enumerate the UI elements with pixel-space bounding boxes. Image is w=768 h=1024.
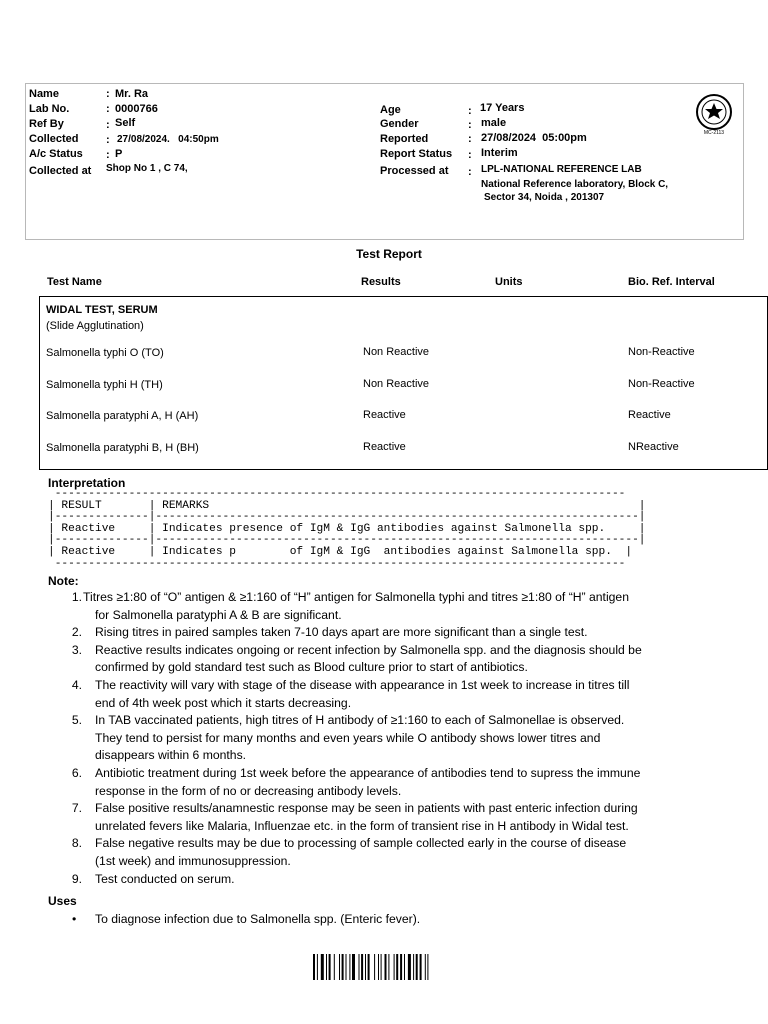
processedat-label: Processed at [380,165,449,177]
note-text [82,800,638,835]
note-number: 2. [71,625,82,640]
note-text [82,642,642,677]
interpretation-table [48,489,660,570]
note-line: (1st week) and immunosuppression. [95,853,291,868]
gender-label: Gender [380,118,419,130]
note-item [60,871,750,889]
acstatus-label: A/c Status [29,148,83,160]
barcode-bar [339,954,340,980]
interpretation-line: | Reactive | Indicates p of IgM & IgG antibodies against Salmonella spp. | [48,545,633,558]
ref-by: Self [115,117,136,129]
note-number: 7. [71,801,82,816]
note-line: unrelated fevers like Malaria, Influenzae etc. in the form of transient rise in H antibody in Widal test. [95,818,629,833]
accreditation-logo [692,92,736,138]
note-item [60,712,750,765]
note-list [60,589,750,888]
processed-at-line3: Sector 34, Noida , 201307 [484,192,605,203]
row-test-name: Salmonella paratyphi B, H (BH) [46,442,199,454]
name-label: Name [29,88,59,100]
note-text [82,835,626,870]
colon: : [468,166,472,178]
colon: : [468,133,472,145]
row-test-name: Salmonella typhi H (TH) [46,379,163,391]
note-number: 3. [71,642,82,657]
note-line: The reactivity will vary with stage of the disease with appearance in 1st week to increase in titres till [95,677,630,692]
note-line: Test conducted on serum. [95,871,235,886]
col-results: Results [361,276,401,288]
uses-bullet: • [72,912,77,926]
test-name: WIDAL TEST, SERUM [46,304,158,316]
row-result: Non Reactive [363,346,430,358]
note-line: In TAB vaccinated patients, high titres of H antibody of ≥1:160 to each of Salmonellae is observed. [95,713,625,728]
col-units: Units [495,276,523,288]
barcode-bar [359,954,360,980]
interpretation-line: | RESULT | REMARKS | [48,499,646,512]
interpretation-line: |--------------|------------------------------------------------------------------------| [48,534,646,547]
collectedat-label: Collected at [29,165,92,177]
interpretation-line: ------------------------------------------------------------------------------------- [48,489,626,500]
barcode-bar [416,954,418,980]
note-line: Titres ≥1:80 of “O” antigen & ≥1:160 of “H” antigen for Salmonella typhi and titres ≥1:80 of “H” antigen [83,590,629,604]
ac-status: P [115,148,123,160]
barcode-bar [326,954,327,980]
note-line: Rising titres in paired samples taken 7-10 days apart are more significant than a single test. [95,625,588,640]
barcode-bar [321,954,324,980]
barcode-bar [408,954,411,980]
note-number: 1. [71,590,82,604]
note-number: 6. [71,765,82,780]
barcode-icon [313,954,467,980]
note-item [60,765,750,800]
note-item [60,800,750,835]
barcode-bar [427,954,428,980]
col-test-name: Test Name [47,276,102,288]
note-number: 4. [71,677,82,692]
note-line: False negative results may be due to processing of sample collected early in the course of disease [95,836,627,851]
note-text [82,589,629,624]
col-ref-interval: Bio. Ref. Interval [628,276,715,288]
colon: : [106,134,110,146]
note-item [60,835,750,870]
note-text [82,871,235,889]
age-label: Age [380,104,401,116]
row-test-name: Salmonella typhi O (TO) [46,347,164,359]
uses-item: To diagnose infection due to Salmonella spp. (Enteric fever). [95,912,421,926]
colon: : [106,149,110,161]
row-result: Non Reactive [363,378,430,390]
processed-at-line1: LPL-NATIONAL REFERENCE LAB [481,164,642,175]
reported-label: Reported [380,133,429,145]
interpretation-line: |--------------|------------------------------------------------------------------------| [48,511,646,524]
note-text [82,624,588,642]
test-method: (Slide Agglutination) [46,320,144,332]
note-item [60,642,750,677]
barcode-bar [346,954,347,980]
barcode-bar [420,954,422,980]
colon: : [468,119,472,131]
colon: : [106,119,110,131]
lab-number: 0000766 [115,103,158,115]
accreditation-seal-icon [692,92,736,132]
report-title: Test Report [356,247,422,261]
barcode-bar [365,954,366,980]
barcode-bar [388,954,389,980]
colon: : [106,103,110,115]
note-line: False positive results/anamnestic response may be seen in patients with past enteric infection during [95,801,638,816]
barcode-bar [349,954,350,980]
collected-at: Shop No 1 , C 74, [106,163,188,174]
barcode-bar [400,954,402,980]
uses-title: Uses [48,894,77,908]
colon: : [468,149,472,161]
row-ref: Non-Reactive [628,346,695,358]
collected-datetime: 27/08/2024. 04:50pm [117,134,219,145]
colon: : [468,105,472,117]
age: 17 Years [480,102,525,114]
note-line: end of 4th week post which it starts decreasing. [95,695,352,710]
barcode-bar [385,954,387,980]
barcode-bar [396,954,398,980]
barcode-bar [329,954,331,980]
report-status: Interim [481,147,518,159]
collected-label: Collected [29,133,79,145]
row-ref: Non-Reactive [628,378,695,390]
reportstatus-label: Report Status [380,148,453,160]
note-number: 9. [71,871,82,886]
note-line: Antibiotic treatment during 1st week before the appearance of antibodies tend to supress the immune [95,765,641,780]
barcode-bar [313,954,315,980]
patient-name: Mr. Ra [115,88,149,100]
note-text [82,712,624,765]
note-title: Note: [48,574,79,588]
barcode-bar [368,954,370,980]
barcode-bar [361,954,363,980]
row-ref: Reactive [628,409,671,421]
note-line: disappears within 6 months. [95,748,247,763]
labno-label: Lab No. [29,103,70,115]
barcode-bar [381,954,382,980]
note-line: for Salmonella paratyphi A & B are significant. [95,607,342,622]
note-line: They tend to persist for many months and even years while O antibody shows lower titres and [95,730,601,745]
interpretation-line: | Reactive | Indicates presence of IgM & IgG antibodies against Salmonella spp. | [48,522,646,535]
interpretation-title: Interpretation [48,476,126,490]
barcode-bar [334,954,335,980]
barcode-bar [317,954,318,980]
note-item [60,677,750,712]
note-line: response in the form of no or decreasing antibody levels. [95,783,402,798]
note-line: confirmed by gold standard test such as Blood culture prior to start of antibiotics. [95,660,528,675]
barcode-bar [404,954,405,980]
note-item [60,624,750,642]
refby-label: Ref By [29,118,64,130]
interpretation-line: ------------------------------------------------------------------------------------- [48,557,626,570]
reported-datetime: 27/08/2024 05:00pm [481,132,587,144]
note-number: 5. [71,713,82,728]
gender: male [481,117,507,129]
logo-caption: MC-2113 [703,130,725,136]
row-result: Reactive [363,441,406,453]
note-text [82,677,629,712]
barcode-bar [378,954,379,980]
barcode-bar [413,954,414,980]
barcode-bar [352,954,355,980]
colon: : [106,88,110,100]
note-number: 8. [71,836,82,851]
note-item [60,589,750,624]
barcode-bar [374,954,375,980]
barcode-bar [425,954,426,980]
note-text [82,765,640,800]
row-test-name: Salmonella paratyphi A, H (AH) [46,410,199,422]
note-line: Reactive results indicates ongoing or recent infection by Salmonella spp. and the diagnosis should be [95,642,642,657]
row-result: Reactive [363,409,406,421]
processed-at-line2: National Reference laboratory, Block C, [481,179,669,190]
barcode-bar [394,954,395,980]
barcode-bar [342,954,344,980]
row-ref: NReactive [628,441,679,453]
